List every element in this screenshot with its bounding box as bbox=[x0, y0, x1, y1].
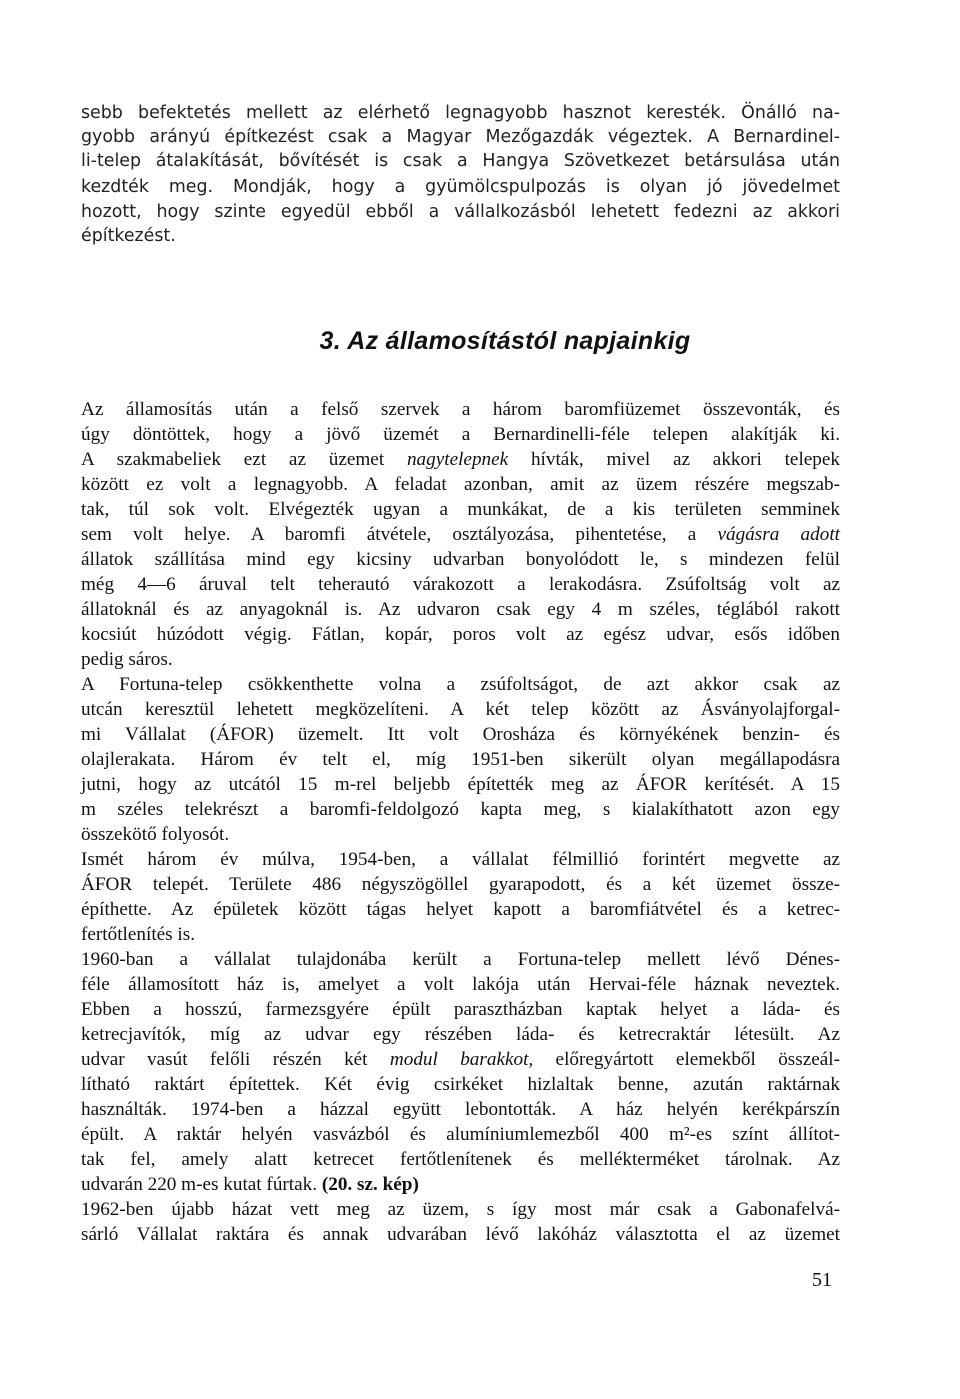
text-line: 1962-ben újabb házat vett meg az üzem, s így most már csak a Gabonafelvá- bbox=[81, 1199, 840, 1220]
text-line: gyobb arányú építkezést csak a Magyar Mezőgazdák végeztek. A Bernardinel- bbox=[81, 127, 840, 147]
text-line: lítható raktárt építettek. Két évig csirkéket hizlaltak benne, azután raktárnak bbox=[81, 1074, 840, 1095]
figure-reference: (20. sz. kép) bbox=[321, 1174, 419, 1195]
text-line: utcán keresztül lehetett megközelíteni. A két telep között az Ásványolajforgal- bbox=[81, 699, 840, 720]
text-line: mi Vállalat (ÁFOR) üzemelt. Itt volt Orosháza és környékének benzin- és bbox=[81, 724, 840, 745]
text-line: Az államosítás után a felső szervek a három baromfiüzemet összevonták, és bbox=[81, 399, 840, 420]
text-line: ÁFOR telepét. Területe 486 négyszögöllel gyarapodott, és a két üzemet össze- bbox=[81, 874, 840, 895]
text-line: li-telep átalakítását, bővítését is csak a Hangya Szövetkezet betársulása után bbox=[81, 151, 840, 171]
section-heading: 3. Az államosítástól napjainkig bbox=[319, 327, 691, 355]
text-line: tak, túl sok volt. Elvégezték ugyan a munkákat, de a kis területen semminek bbox=[81, 499, 840, 520]
text-run: A szakmabeliek ezt az üzemet bbox=[81, 449, 407, 470]
text-line: állatoknál és az anyagoknál is. Az udvaron csak egy 4 m széles, téglából rakott bbox=[81, 599, 840, 620]
text-run: udvarán 220 m-es kutat fúrtak. bbox=[81, 1174, 322, 1195]
emphasis-term: nagytelepnek bbox=[406, 449, 509, 470]
text-line: Ismét három év múlva, 1954-ben, a vállalat félmillió forintért megvette az bbox=[81, 849, 840, 870]
text-line: állatok szállítása mind egy kicsiny udvarban bonyolódott le, s mindezen felül bbox=[81, 549, 840, 570]
text-run: előregyártott elemekből összeál- bbox=[533, 1049, 840, 1070]
text-line bbox=[81, 1173, 840, 1197]
text-line: építhette. Az épületek között tágas helyet kapott a baromfiátvétel és a ketrec- bbox=[81, 899, 840, 920]
text-line: tak fel, amely alatt ketrecet fertőtlenítenek és mellékterméket tárolnak. Az bbox=[81, 1149, 840, 1170]
text-line: kocsiút húzódott végig. Fátlan, kopár, poros volt az egész udvar, esős időben bbox=[81, 624, 840, 645]
text-line: jutni, hogy az utcától 15 m-rel beljebb építették meg az ÁFOR kerítését. A 15 bbox=[81, 774, 840, 795]
text-run: hívták, mivel az akkori telepek bbox=[508, 449, 841, 470]
text-line bbox=[81, 523, 840, 547]
text-line bbox=[81, 448, 840, 472]
text-line: kezdték meg. Mondják, hogy a gyümölcspulpozás is olyan jó jövedelmet bbox=[81, 177, 840, 197]
text-line: Ebben a hosszú, farmezsgyére épült parasztházban kaptak helyet a láda- és bbox=[81, 999, 840, 1020]
emphasis-term: modul barakkot, bbox=[389, 1049, 534, 1070]
text-line: féle államosított ház is, amelyet a volt lakója után Hervai-féle háznak neveztek. bbox=[81, 974, 840, 995]
text-line: A Fortuna-telep csökkenthette volna a zsúfoltságot, de azt akkor csak az bbox=[81, 674, 840, 695]
text-line: pedig sáros. bbox=[81, 649, 173, 670]
text-line: sebb befektetés mellett az elérhető legnagyobb hasznot keresték. Önálló na- bbox=[81, 103, 840, 123]
text-line: használták. 1974-ben a házzal együtt lebontották. A ház helyén kerékpárszín bbox=[81, 1099, 840, 1120]
text-line: m széles telekrészt a baromfi-feldolgozó kapta meg, s kialakíthatott azon egy bbox=[81, 799, 840, 820]
text-line: fertőtlenítés is. bbox=[81, 924, 196, 945]
page-number: 51 bbox=[812, 1269, 832, 1291]
text-line: még 4—6 áruval telt teherautó várakozott a lerakodásra. Zsúfoltság volt az bbox=[81, 574, 840, 595]
text-line: hozott, hogy szinte egyedül ebből a vállalkozásból lehetett fedezni az akkori bbox=[81, 202, 840, 222]
text-line: között ez volt a legnagyobb. A feladat azonban, amit az üzem részére megszab- bbox=[81, 474, 840, 495]
text-line: úgy döntöttek, hogy a jövő üzemét a Bernardinelli-féle telepen alakítják ki. bbox=[81, 424, 840, 445]
text-line: olajlerakata. Három év telt el, míg 1951-ben sikerült olyan megállapodásra bbox=[81, 749, 840, 770]
text-run: udvar vasút felőli részén két bbox=[81, 1049, 390, 1070]
text-run: sem volt helye. A baromfi átvétele, osztályozása, pihentetése, a bbox=[81, 524, 718, 545]
text-line: 1960-ban a vállalat tulajdonába került a Fortuna-telep mellett lévő Dénes- bbox=[81, 949, 840, 970]
text-line: épült. A raktár helyén vasvázból és alumíniumlemezből 400 m²-es színt állítot- bbox=[81, 1124, 840, 1145]
text-line: sárló Vállalat raktára és annak udvarában lévő lakóház választotta el az üzemet bbox=[81, 1224, 840, 1245]
text-line: ketrecjavítók, míg az udvar egy részében láda- és ketrecraktár létesült. Az bbox=[81, 1024, 840, 1045]
emphasis-term: vágásra adott bbox=[717, 524, 840, 545]
text-line: építkezést. bbox=[81, 226, 176, 246]
text-line: összekötő folyosót. bbox=[81, 824, 230, 845]
text-line bbox=[81, 1048, 840, 1072]
